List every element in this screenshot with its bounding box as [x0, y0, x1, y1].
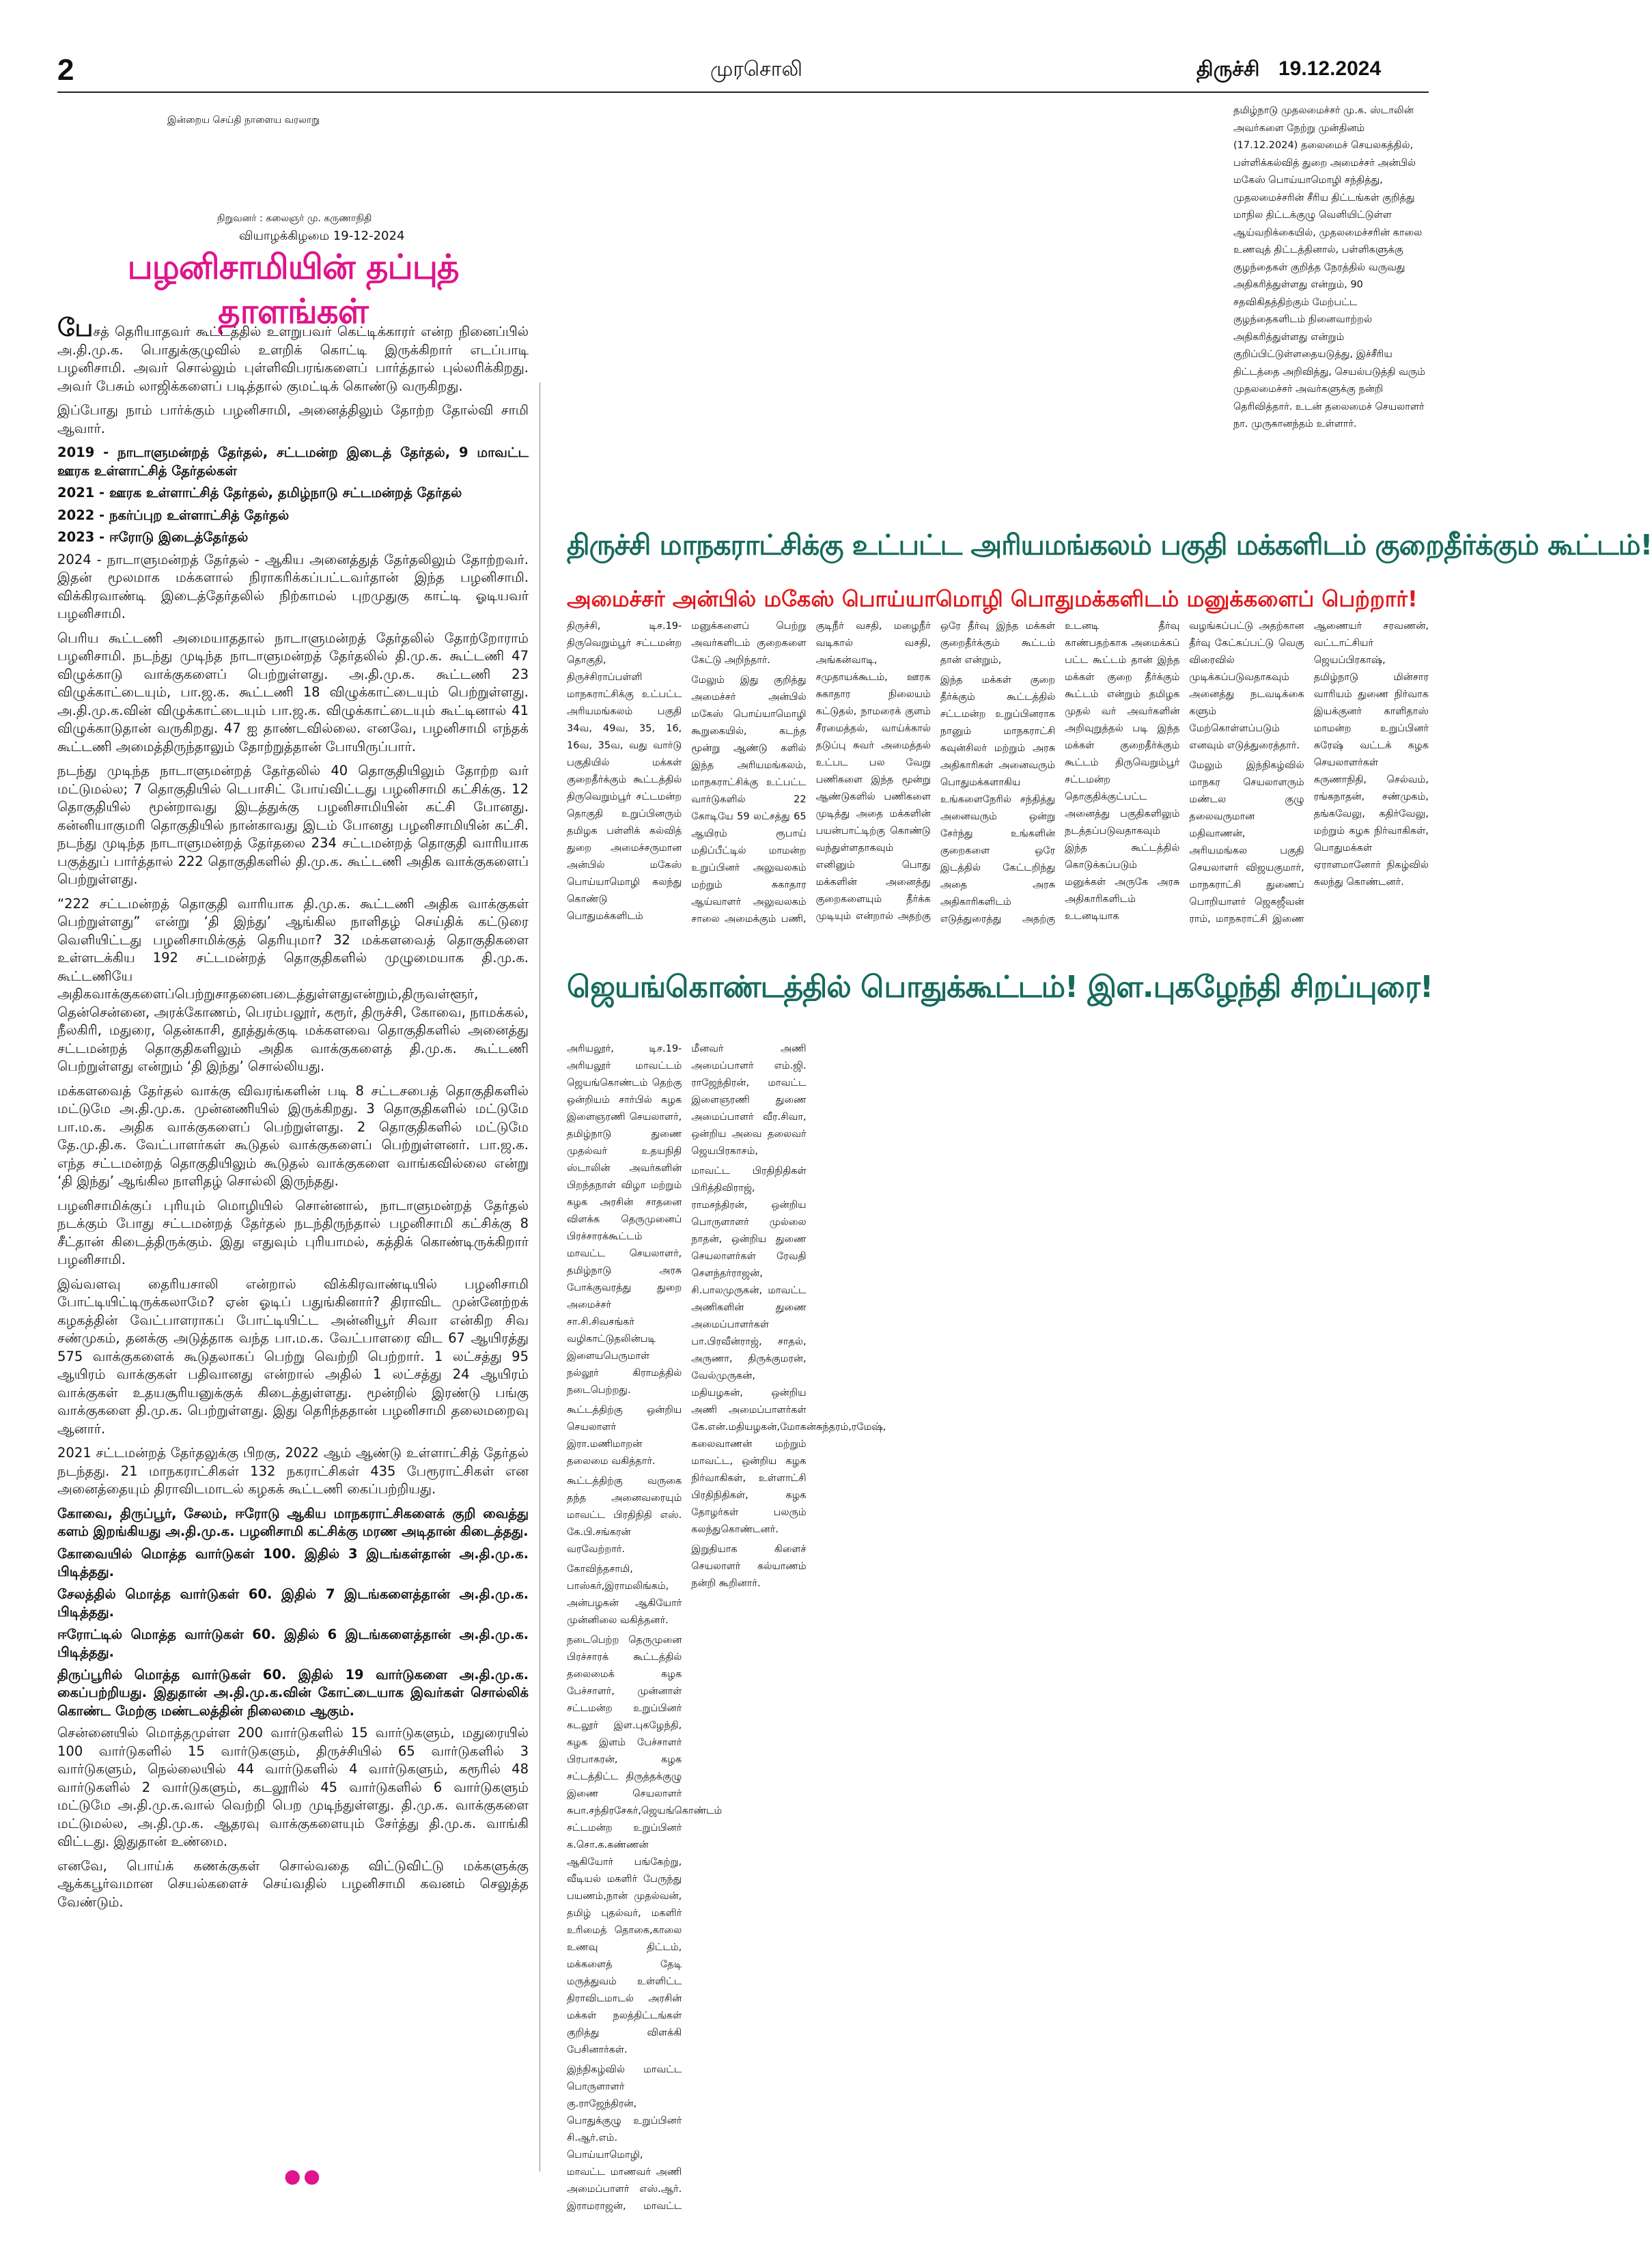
story1-paragraph: இந்த மக்கள் குறை தீர்க்கும் கூட்டத்தில் சட்டமன்ற உறுப்பினராக நானும் மாநகராட்சி கவுன்சிலர் மற்றும் அரசு அதிகாரிகள் அனைவரும் பொதுமக்களாகிய உங்களைநேரில் சந்தித்து அனைவரும் ஒன்று சேர்ந்து உங்களின் குறைகளை ஒரே இடத்தில் கேட்டறிந்து அதை அரசு அதிகாரிகளிடம் எடுத்துரைத்து அதற்கு உடனடி தீர்வு காண்பதற்காக அமைக்கப் பட்ட கூட்டம் தான் இந்த மக்கள் குறை தீர்க்கும் கூட்டம் என்றும் தமிழக முதல் வர் அவர்களின் அறிவுறுத்தல் படி இந்த மக்கள் குறைதீர்க்கும் கூட்டம் திருவெறும்பூர் சட்டமன்ற தொகுதிக்குட்பட்ட அனைத்து பகுதிகளிலும் நடத்தப்படுவதாகவும் இந்த கூட்டத்தில் கொடுக்கப்படும் மனுக்கள் அருகே அரசு அதிகாரிகளிடம் உடனடியாக வழங்கப்பட்டு அதற்கான தீர்வு கேட்கப்பட்டு வெகு விரைவில் முடிக்கப்படுவதாகவும் அனைத்து நடவடிக்கை களும் மேற்கொள்ளப்படும் எனவும் எடுத்துரைத்தார். — [940, 621, 1304, 925]
editorial-dropcap: பே — [57, 314, 94, 342]
story2-paragraph: கோவிந்தசாமி, பாஸ்கர்,இராமலிங்கம், அன்பழகன் ஆகியோர் முன்னிலை வகித்தனர். — [567, 1564, 682, 1626]
editorial-paragraph: நடந்து முடிந்த நாடாளுமன்றத் தேர்தலில் 40 தொகுதியிலும் தோற்ற வர் மட்டுமல்ல; 7 தொகுதியில் டெபாசிட் போய்விட்டது பழனிசாமி கட்சிக்கு. 12 தொகுதியில் மூன்றாவது இடத்துக்கு பழனிசாமியின் கட்சி போனது. கன்னியாகுமரி தொகுதியில் நான்காவது இடம் போனது பழனிசாமியின் கட்சி. நடந்து முடிந்த நாடாளுமன்றத் தேர்தலை 234 சட்டமன்றத் தொகுதி வாரியாக பகுத்துப் பார்த்தால் 222 தொகுதிகளில் தி.மு.க. கூட்டணி அதிக வாக்குகளைப் பெற்றுள்ளது. — [57, 763, 529, 887]
paper-name: முரசொலி — [710, 57, 802, 81]
editorial-paragraph: திருப்பூரில் மொத்த வார்டுகள் 60. இதில் 19 வார்டுகளை அ.தி.மு.க. கைப்பற்றியது. இதுதான் அ.தி.மு.க.வின் கோட்டையாக இவர்கள் சொல்லிக் கொண்ட மேற்கு மண்டலத்தின் நிலைமை ஆகும். — [57, 1666, 529, 1719]
story2-body — [567, 1041, 1429, 2215]
editorial-founder: நிறுவனர் : கலைஞர் மு. கருணாநிதி — [217, 213, 372, 224]
story2-paragraph: கூட்டத்திற்கு ஒன்றிய செயலாளர் இரா.மணிமாறன் தலைமை வகித்தார். — [567, 1405, 682, 1467]
editorial-paragraph: 2021 - ஊரக உள்ளாட்சித் தேர்தல், தமிழ்நாடு சட்டமன்றத் தேர்தல் — [57, 485, 462, 501]
story2-paragraph: மாவட்ட பிரதிநிதிகள் பிரித்திவிராஜ், ராமசந்திரன், ஒன்றிய பொருளாளர் முல்லை நாதன், ஒன்றிய துணை செயலாளர்கள் ரேவதி சௌந்தர்ராஜன், சி.பாலமுருகன், மாவட்ட அணிகளின் துணை அமைப்பாளர்கள் பா.பிரவீன்ராஜ், சாதல், அருணா, திருக்குமரன், வேல்முருகன், மதியழகன், ஒன்றிய அணி அமைப்பாளர்கள் கே.என்.மதியழகன்,மோகன்சுந்தரம்,ரமேஷ், கலைவாணன் மற்றும் மாவட்ட, ஒன்றிய கழக நிர்வாகிகள், உள்ளாட்சி பிரதிநிதிகள், கழக தோழர்கள் பலரும் கலந்துகொண்டனர். — [691, 1166, 886, 1535]
story1-paragraph: மேலும் இந்நிகழ்வில் மாநகர செயலாளரும் மண்டல குழு தலைவருமான மதிவாணன், அரியமங்கல பகுதி செயலாளர் விஜயகுமார், மாநகராட்சி துணைப் பொறியாளர் ஜெகஜீவன் ராம், மாநகராட்சி இணை ஆணையர் சரவணன், வட்டாட்சியர் ஜெயப்பிரகாஷ், தமிழ்நாடு மின்சார வாரியம் துணை நிர்வாக இயக்குனர் காளிதாஸ் மாமன்ற உறுப்பினர் சுரேஷ் வட்டக் கழக செயலாளர்கள் கருணாநிதி, செல்வம், ரங்கநாதன், சண்முகம், தங்கவேலு, கதிர்வேலு, மற்றும் கழக நிர்வாகிகள், பொதுமக்கள் ஏராளமானோர் நிகழ்வில் கலந்து கொண்டனர். — [1189, 621, 1429, 925]
editorial-paragraph: 2019 - நாடாளுமன்றத் தேர்தல், சட்டமன்ற இடைத் தேர்தல், 9 மாவட்ட ஊரக உள்ளாட்சித் தேர்தல்கள் — [57, 445, 529, 479]
story2-paragraph: இறுதியாக கிளைச் செயலாளர் கல்யாணம் நன்றி கூறினார். — [691, 1544, 807, 1589]
editorial-paragraph: மக்களவைத் தேர்தல் வாக்கு விவரங்களின் படி 8 சட்டசபைத் தொகுதிகளில் மட்டுமே அ.தி.மு.க. முன்னணியில் இருக்கிறது. 3 தொகுதிகளில் மட்டுமே பா.ம.க. அதிக வாக்குகளைப் பெற்றுள்ளது. 2 தொகுதிகளில் மட்டுமே தே.மு.தி.க. வேட்பாளர்கள் கூடுதல் வாக்குகளைப் பெற்றுள்ளனர். பா.ஜ.க. எந்த சட்டமன்றத் தொகுதியிலும் கூடுதல் வாக்குகளை வாங்கவில்லை என்று ‘தி இந்து’ ஆங்கில நாளிதழ் சொல்லி இருந்தது. — [57, 1082, 529, 1189]
story1-paragraph: திருச்சி, டிச.19- திருவெறும்பூர் சட்டமன்ற தொகுதி, திருச்சிராப்பள்ளி மாநகராட்சிக்கு உட்பட்ட அரியமங்கலம் பகுதி 34வ, 49வ, 35, 16, 16வ, 35வ, வது வார்டு பகுதியில் மக்கள் குறைதீர்க்கும் கூட்டத்தில் திருவெறும்பூர் சட்டமன்ற தொகுதி உறுப்பினரும் தமிழக பள்ளிக் கல்வித் துறை அமைச்சருமான அன்பில் மகேஸ் பொய்யாமொழி கலந்து கொண்டு பொதுமக்களிடம் மனுக்களைப் பெற்று அவர்களிடம் குறைகளை கேட்டு அறிந்தார். — [567, 621, 807, 922]
story1-paragraph: மேலும் இது குறித்து அமைச்சர் அன்பில் மகேஸ் பொய்யாமொழி கூறுகையில், கடந்த மூன்று ஆண்டு களில் இந்த அரியமங்கலம், மாநகராட்சிக்கு உட்பட்ட வார்டுகளில் 22 கோடியே 59 லட்சத்து 65 ஆயிரம் ரூபாய் மதிப்பீட்டில் மாமன்ற உறுப்பினர் அலுவலகம் மற்றும் சுகாதார ஆய்வாளர் அலுவலகம் சாலை அமைக்கும் பணி, குடிநீர் வசதி, மழைநீர் வடிகால் வசதி, அங்கன்வாடி, சமுதாயக்கூடம், ஊரக சுகாதார நிலையம் கட்டுதல், நாமரைக் குளம் சீரமைத்தல், வாய்க்கால் தடுப்பு சுவர் அமைத்தல் உட்பட பல வேறு பணிகளை இந்த மூன்று ஆண்டுகளில் பணிகளை முடித்து அதை மக்களின் பயன்பாட்டிற்கு கொண்டு வந்துள்ளதாகவும் எனினும் பொது மக்களின் அனைத்து குறைகளையும் தீர்க்க முடியும் என்றால் அதற்கு ஒரே தீர்வு இந்த மக்கள் குறைதீர்க்கும் கூட்டம் தான் என்றும், — [691, 621, 1056, 925]
editorial-paragraph-text: சத் தெரியாதவர் கூட்டத்தில் உளறுபவர் கெட்டிக்காரர் என்ற நினைப்பில் அ.தி.மு.க. பொதுக்குழுவில் உளறிக் கொட்டி இருக்கிறார் எடப்பாடி பழனிசாமி. அவர் சொல்லும் புள்ளிவிபரங்களைப் பார்த்தால் புல்லரிக்கிறது. அவர் பேசும் லாஜிக்களைப் படித்தால் குமட்டிக் கொண்டு வருகிறது. — [57, 324, 529, 394]
editorial-paragraph: இப்போது நாம் பார்க்கும் பழனிசாமி, அனைத்திலும் தோற்ற தோல்வி சாமி ஆவார். — [57, 402, 529, 436]
story2-paragraph: அரியலூர், டிச.19- அரியலூர் மாவட்டம் ஜெயங்கொண்டம் தெற்கு ஒன்றியம் சார்பில் கழக இளைஞரணி செயலாளர், தமிழ்நாடு துணை முதல்வர் உதயநிதி ஸ்டாலின் அவர்களின் பிறந்தநாள் விழா மற்றும் கழக அரசின் சாதனை விளக்க தெருமுனைப் பிரச்சாரக்கூட்டம் மாவட்ட செயலாளர், தமிழ்நாடு அரசு போக்குவரத்து துறை அமைச்சர் சா.சி.சிவசங்கர் வழிகாட்டுதலின்படி இளையபெருமாள் நல்லூர் கிராமத்தில் நடைபெற்றது. — [567, 1043, 682, 1396]
story2-paragraph: நடைபெற்ற தெருமுனை பிரச்சாரக் கூட்டத்தில் தலைமைக் கழக பேச்சாளர், முன்னாள் சட்டமன்ற உறுப்பினர் கடலூர் இள.புகழேந்தி, கழக இளம் பேச்சாளர் பிரபாகரன், கழக சட்டத்திட்ட திருத்தக்குழு இணை செயலாளர் சுபா.சந்திரசேகர்,ஜெயங்கொண்டம் சட்டமன்ற உறுப்பினர் க.சொ.க.கண்ணன் ஆகியோர் பங்கேற்று, வீடியல் மகளிர் பேருந்து பயணம்,நான் முதல்வன், தமிழ் புதல்வர், மகளிர் உரிமைத் தொகை,காலை உணவு திட்டம், மக்களைத் தேடி மருத்துவம் உள்ளிட்ட திராவிடமாடல் அரசின் மக்கள் நலத்திட்டங்கள் குறித்து விளக்கி பேசினார்கள். — [567, 1635, 723, 2055]
page-number: 2 — [57, 53, 74, 87]
edition-city: திருச்சி — [1196, 57, 1260, 81]
editorial-body — [57, 314, 529, 1917]
story2-paragraph: இந்நிகழ்வில் மாவட்ட பொருளாளர் கு.ராஜேந்திரன், பொதுக்குழு உறுப்பினர் சி.ஆர்.எம். பொய்யாமொழி, மாவட்ட மாணவர் அணி அமைப்பாளர் எஸ்.ஆர். இராமராஜன், மாவட்ட மீனவர் அணி அமைப்பாளர் எம்.ஜி. ராஜேந்திரன், மாவட்ட இளைஞரணி துணை அமைப்பாளர் வீர.சிவா, ஒன்றிய அவை தலைவர் ஜெயபிரகாசம், — [567, 1043, 807, 2212]
edition-date: 19.12.2024 — [1278, 57, 1382, 80]
editorial-paragraph: சென்னையில் மொத்தமுள்ள 200 வார்டுகளில் 15 வார்டுகளும், மதுரையில் 100 வார்டுகளில் 15 வார்டுகளும், திருச்சியில் 65 வார்டுகளில் 3 வார்டுகளும், நெல்லையில் 44 வார்டுகளில் 4 வார்டுகளும், கரூரில் 48 வார்டுகளில் 2 வார்டுகளும், கடலூரில் 45 வார்டுகளில் 6 வார்டுகளும் மட்டுமே அ.தி.மு.க.வால் வெற்றி பெற முடிந்துள்ளது. தி.மு.க. வாக்குகளை மட்டுமல்ல, அ.தி.மு.க. ஆதரவு வாக்குகளையும் சேர்த்து தி.மு.க. வாங்கி விட்டது. இதுதான் உண்மை. — [57, 1725, 529, 1849]
editorial-paragraph: பெரிய கூட்டணி அமையாததால் நாடாளுமன்றத் தேர்தலில் தோற்றோராம் பழனிசாமி. நடந்து முடிந்த நாடாளுமன்றத் தேர்தலில் தி.மு.க. கூட்டணி 47 விழுக்காடு வாக்குகளைப் பெற்றுள்ளது. அ.தி.மு.க. கூட்டணி 23 விழுக்காட்டையும், பா.ஜ.க. கூட்டணி 18 விழுக்காட்டையும் பெற்றுள்ளது. அ.தி.மு.க.வின் விழுக்காட்டையும் பா.ஜ.க. விழுக்காட்டையும் கூட்டினால் 41 விழுக்காடுதான் வருகிறது. 47 ஐ தாண்டவில்லை. எனவே, பழனிசாமி எந்தக் கூட்டணி அமைத்திருந்தாலும் தோற்றுத்தான் போயிருப்பார். — [57, 630, 529, 755]
editorial-paragraph: கோவை, திருப்பூர், சேலம், ஈரோடு ஆகிய மாநகராட்சிகளைக் குறி வைத்து களம் இறங்கியது அ.தி.மு.க. பழனிசாமி கட்சிக்கு மரண அடிதான் கிடைத்தது. — [57, 1505, 529, 1539]
story1-subhead: அமைச்சர் அன்பில் மகேஸ் பொய்யாமொழி பொதுமக்களிடம் மனுக்களைப் பெற்றார்! — [567, 586, 1418, 612]
editorial-paragraph: 2024 - நாடாளுமன்றத் தேர்தல் - ஆகிய அனைத்துத் தேர்தலிலும் தோற்றவர். இதன் மூலமாக மக்களால் நிராகரிக்கப்பட்டவர்தான் இந்த பழனிசாமி. விக்கிரவாண்டி இடைத்தேர்தலில் நிற்காமல் புறமுதுகு காட்டி ஓடியவர் பழனிசாமி. — [57, 551, 529, 621]
story2-paragraph: கூட்டத்திற்கு வருகை தந்த அனைவரையும் மாவட்ட பிரதிநிதி எஸ். கே.பி.சங்கரன் வரவேற்றார். — [567, 1476, 682, 1555]
editorial-paragraph: 2022 - நகர்ப்புற உள்ளாட்சித் தேர்தல் — [57, 507, 290, 523]
story2-headline: ஜெயங்கொண்டத்தில் பொதுக்கூட்டம்! இள.புகழேந்தி சிறப்புரை! — [567, 970, 1433, 1004]
story1-body — [567, 618, 1429, 956]
editorial-end-mark: ●● — [284, 2165, 323, 2187]
photo-caption: தமிழ்நாடு முதலமைச்சர் மு.க. ஸ்டாலின் அவர்களை நேற்று முன்தினம் (17.12.2024) தலைமைச் செயலகத்தில், பள்ளிக்கல்வித் துறை அமைச்சர் அன்பில் மகேஸ் பொய்யாமொழி சந்தித்து, முதலமைச்சரின் சீரிய திட்டங்கள் குறித்து மாநில திட்டக்குழு வெளியிட்டுள்ள ஆய்வறிக்கையில், முதலமைச்சரின் காலை உணவுத் திட்டத்தினால், பள்ளிகளுக்கு குழந்தைகள் குறித்த நேரத்தில் வருவது அதிகரித்துள்ளது என்றும், 90 சதவிகிதத்திற்கும் மேற்பட்ட குழந்தைகளிடம் நினைவாற்றல் அதிகரித்துள்ளது என்றும் குறிப்பிட்டுள்ளதையடுத்து, இச்சீரிய திட்டத்தை அறிவித்து, செயல்படுத்தி வரும் முதலமைச்சர் அவர்களுக்கு நன்றி தெரிவித்தார். உடன் தலைமைச் செயலாளர் நா. முருகானந்தம் உள்ளார். — [1233, 105, 1425, 430]
editorial-paragraph: ஈரோட்டில் மொத்த வார்டுகள் 60. இதில் 6 இடங்களைத்தான் அ.தி.மு.க. பிடித்தது. — [57, 1626, 529, 1660]
editorial-paragraph: கோவையில் மொத்த வார்டுகள் 100. இதில் 3 இடங்கள்தான் அ.தி.மு.க. பிடித்தது. — [57, 1545, 529, 1579]
editorial-paragraph: 2023 - ஈரோடு இடைத்தேர்தல் — [57, 529, 249, 545]
editorial-paragraph: சேலத்தில் மொத்த வார்டுகள் 60. இதில் 7 இடங்களைத்தான் அ.தி.மு.க. பிடித்தது. — [57, 1586, 529, 1620]
editorial-tagline: இன்றைய செய்தி நாளைய வரலாறு — [167, 115, 320, 126]
editorial-paragraph: பழனிசாமிக்குப் புரியும் மொழியில் சொன்னால், நாடாளுமன்றத் தேர்தல் நடக்கும் போது சட்டமன்றத் தேர்தல் நடந்திருந்தால் பழனிசாமி கட்சிக்கு 8 சீட்தான் கிடைத்திருக்கும். இது எதுவும் புரியாமல், கத்திக் கொண்டிருக்கிறார் பழனிசாமி. — [57, 1197, 529, 1267]
editorial-paragraph: இவ்வளவு தைரியசாலி என்றால் விக்கிரவாண்டியில் பழனிசாமி போட்டியிட்டிருக்கலாமே? ஏன் ஓடிப் பதுங்கினார்? திராவிட முன்னேற்றக் கழகத்தின் வேட்பாளராகப் போட்டியிட்ட அன்னியூர் சிவா என்கிற சிவ சண்முகம், தனக்கு அடுத்தாக வந்த பா.ம.க. வேட்பாளரை விட 67 ஆயிரத்து 575 வாக்குகளைக் கூடுதலாகப் பெற்று வெற்றி பெற்றார். 1 லட்சத்து 95 ஆயிரம் வாக்குகள் பதிவானது என்றால் அதில் 1 லட்சத்து 24 ஆயிரம் வாக்குகள் உதயசூரியனுக்குக் கிடைத்துள்ளது. மூன்றில் இரண்டு பங்கு வாக்குகளை தி.மு.க. பெற்றுள்ளது. இது தெரிந்ததான் பழனிசாமி தலைமறைவு ஆனார். — [57, 1276, 529, 1437]
editorial-title: பழனிசாமியின் தப்புத் தாளங்கள் — [127, 247, 459, 331]
editorial-paragraph: 2021 சட்டமன்றத் தேர்தலுக்கு பிறகு, 2022 ஆம் ஆண்டு உள்ளாட்சித் தேர்தல் நடந்தது. 21 மாநகராட்சிகள் 132 நகராட்சிகள் 435 பேரூராட்சிகள் என அனைத்தையும் திராவிடமாடல் கழகக் கூட்டணி கைப்பற்றியது. — [57, 1445, 529, 1497]
editorial-paragraph: எனவே, பொய்க் கணக்குகள் சொல்வதை விட்டுவிட்டு மக்களுக்கு ஆக்கபூர்வமான செயல்களைச் செய்வதில் பழனிசாமி கவனம் செலுத்த வேண்டும். — [57, 1857, 529, 1910]
editorial-paragraph: “222 சட்டமன்றத் தொகுதி வாரியாக தி.மு.க. கூட்டணி அதிக வாக்குகள் பெற்றுள்ளது” என்று ‘தி இந்து’ ஆங்கில நாளிதழ் செய்திக் கட்டுரை வெளியிட்டது பழனிசாமிக்குத் தெரியுமா? 32 மக்களவைத் தொகுதிகளை உள்ளடக்கிய 192 சட்டமன்றத் தொகுதிகளில் முழுமையாக தி.மு.க. கூட்டணியே அதிகவாக்குகளைப்பெற்றுசாதனைபடைத்துள்ளதுஎன்றும்,திருவள்ளூர், தென்சென்னை, அரக்கோணம், பெரம்பலூர், கரூர், திருச்சி, கோவை, நாமக்கல், நீலகிரி, மதுரை, தென்காசி, தூத்துக்குடி மக்களவை தொகுதிகளில் அனைத்து சட்டமன்றத் தொகுதிகளிலும் அதிக வாக்குகளைத் தி.மு.க. கூட்டணி பெற்றுள்ளது என்றும் ‘தி இந்து’ சொல்லியது. — [57, 895, 529, 1074]
story1-headline: திருச்சி மாநகராட்சிக்கு உட்பட்ட அரியமங்கலம் பகுதி மக்களிடம் குறைதீர்க்கும் கூட்டம்! — [567, 529, 1652, 561]
editorial-paragraph — [57, 314, 529, 395]
editorial-date: வியாழக்கிழமை 19-12-2024 — [239, 229, 405, 243]
masthead-rule — [57, 92, 1429, 93]
